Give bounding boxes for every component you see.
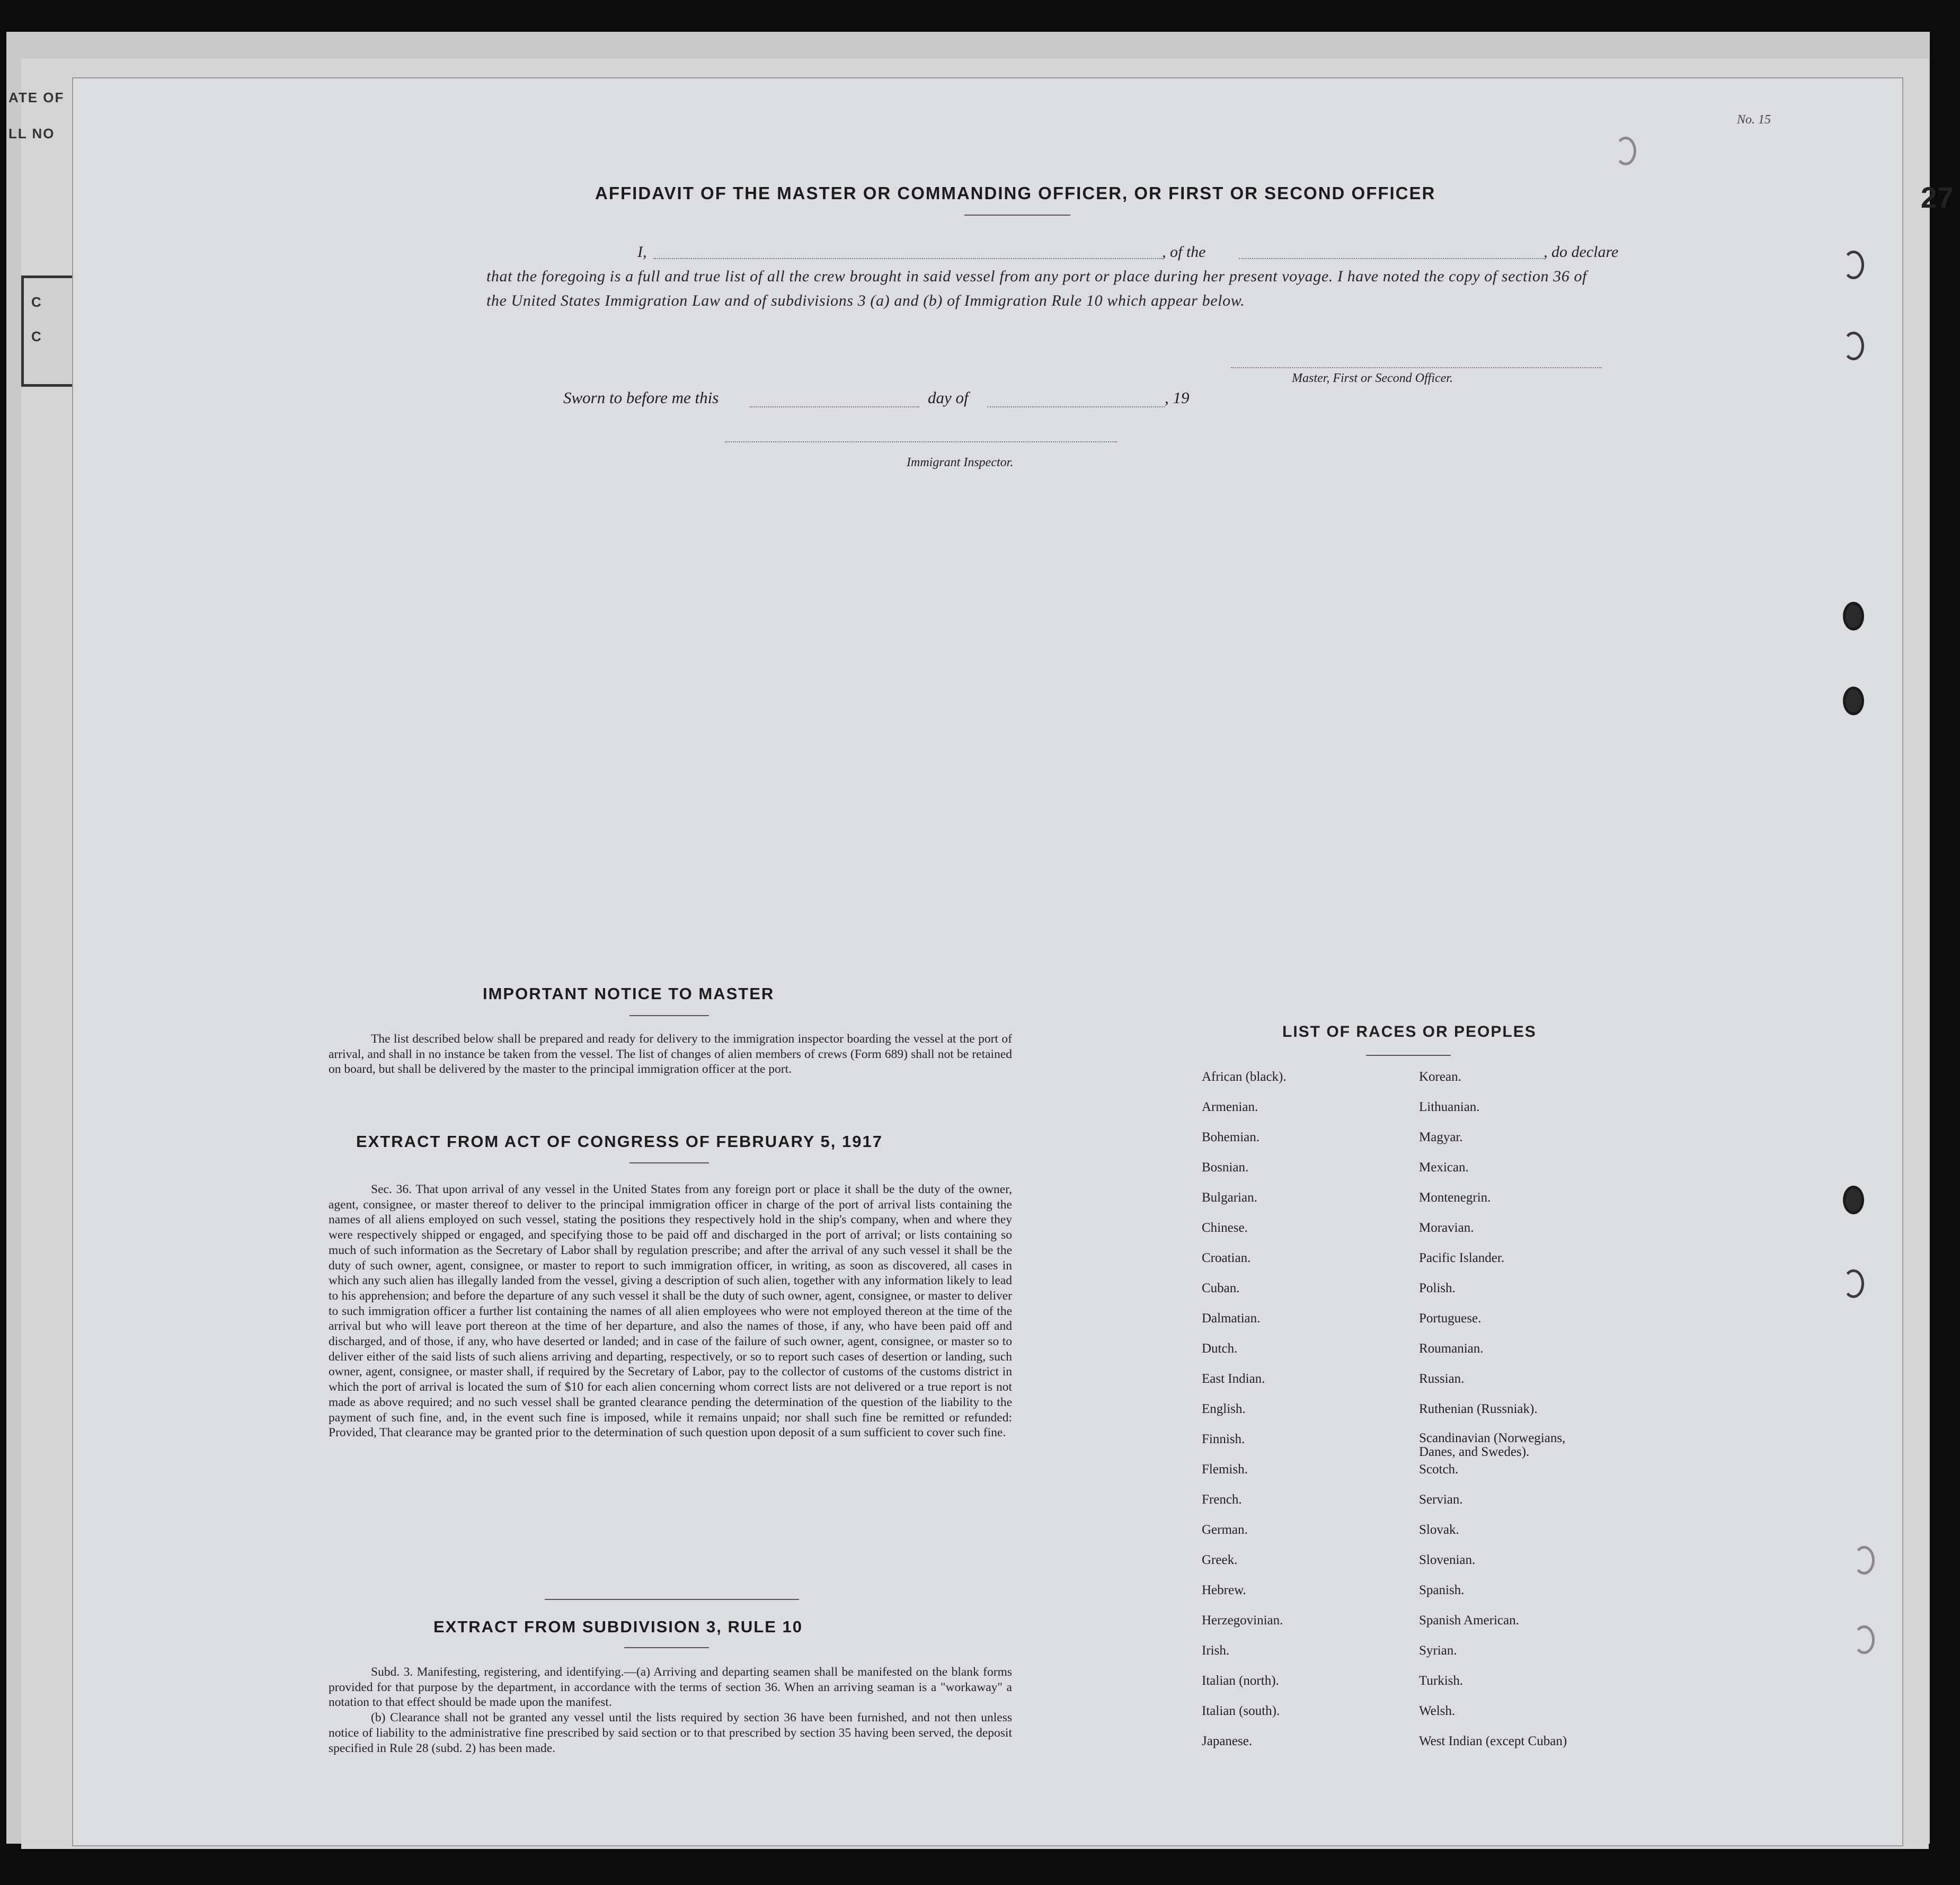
notice-divider	[629, 1015, 709, 1016]
sworn-month-field[interactable]	[987, 406, 1165, 407]
race-item: French.	[1202, 1492, 1242, 1507]
race-item: Italian (north).	[1202, 1674, 1279, 1688]
race-item: Montenegrin.	[1419, 1190, 1491, 1205]
notice-paragraph	[329, 1032, 1012, 1077]
race-item: Turkish.	[1419, 1674, 1464, 1688]
act-paragraph	[329, 1182, 1012, 1441]
punch-hole-icon	[1843, 1269, 1864, 1298]
race-item: Japanese.	[1202, 1734, 1253, 1748]
race-item: Bohemian.	[1202, 1130, 1260, 1144]
race-item: Lithuanian.	[1419, 1100, 1480, 1114]
race-item: Magyar.	[1419, 1130, 1463, 1144]
race-item: Hebrew.	[1202, 1583, 1246, 1597]
sworn-year-prefix: , 19	[1165, 388, 1190, 407]
race-item: Croatian.	[1202, 1251, 1251, 1265]
sworn-text: Sworn to before me this	[563, 388, 719, 407]
underlying-page-box	[21, 275, 73, 387]
punch-hole-icon	[1853, 1546, 1875, 1575]
race-item: Armenian.	[1202, 1100, 1258, 1114]
race-item: Slovenian.	[1419, 1553, 1476, 1567]
race-item: Portuguese.	[1419, 1311, 1482, 1326]
punch-hole-icon	[1853, 1625, 1875, 1654]
officer-signature-label: Master, First or Second Officer.	[1292, 371, 1453, 385]
underlying-text-line: ATE OF	[8, 90, 65, 105]
race-item: Roumanian.	[1419, 1341, 1484, 1356]
race-item: German.	[1202, 1523, 1248, 1537]
race-item: Spanish.	[1419, 1583, 1465, 1597]
race-item: African (black).	[1202, 1070, 1287, 1084]
vessel-blank-field[interactable]	[1239, 258, 1544, 259]
act-end-divider	[545, 1599, 799, 1600]
race-item: Polish.	[1419, 1281, 1456, 1295]
race-item: Russian.	[1419, 1372, 1465, 1386]
race-item: Italian (south).	[1202, 1704, 1280, 1718]
punch-hole-icon	[1843, 1186, 1864, 1214]
race-item: Herzegovinian.	[1202, 1613, 1283, 1628]
races-right-column	[1419, 1069, 1599, 1764]
title-divider	[964, 215, 1070, 216]
punch-hole-icon	[1615, 137, 1636, 165]
race-item: Servian.	[1419, 1492, 1463, 1507]
race-item: English.	[1202, 1402, 1246, 1416]
race-item: Syrian.	[1419, 1643, 1457, 1658]
race-item: Mexican.	[1419, 1160, 1469, 1175]
notice-text: The list described below shall be prepared and ready for delivery to the immigration inspector boarding the vessel at the port of arrival, and shall in no instance be taken from the vessel. The list of changes of alien members of crews (Form 689) shall not be retained on board, but shall be delivered by the master to the principal immigration officer at the port.	[329, 1032, 1012, 1077]
act-divider	[629, 1162, 709, 1163]
rule-divider	[624, 1647, 709, 1648]
sworn-day-of: day of	[928, 388, 969, 407]
declaration-line	[486, 240, 1619, 264]
punch-hole-icon	[1843, 602, 1864, 630]
race-item: Korean.	[1419, 1070, 1461, 1084]
race-item: Irish.	[1202, 1643, 1230, 1658]
race-item: Greek.	[1202, 1553, 1238, 1567]
race-item: Finnish.	[1202, 1432, 1245, 1446]
race-item: Scandinavian (Norwegians, Danes, and Swedes).	[1419, 1431, 1566, 1459]
stamp-number: No. 15	[1737, 113, 1771, 127]
race-item: Pacific Islander.	[1419, 1251, 1505, 1265]
race-item: West Indian (except Cuban)	[1419, 1734, 1567, 1748]
affidavit-title: AFFIDAVIT OF THE MASTER OR COMMANDING OFFICER, OR FIRST OR SECOND OFFICER	[595, 183, 1436, 203]
underlying-box-letter: C	[31, 328, 41, 344]
race-item: Chinese.	[1202, 1221, 1248, 1235]
race-item: Bosnian.	[1202, 1160, 1249, 1175]
inspector-signature-field[interactable]	[725, 441, 1117, 442]
punch-hole-icon	[1843, 332, 1864, 360]
race-item: Dutch.	[1202, 1341, 1238, 1356]
sworn-day-field[interactable]	[750, 406, 919, 407]
underlying-page-header-fragment	[8, 79, 64, 152]
races-title: LIST OF RACES OR PEOPLES	[1282, 1023, 1537, 1041]
rule-title: EXTRACT FROM SUBDIVISION 3, RULE 10	[433, 1617, 803, 1636]
sworn-line	[563, 388, 1252, 413]
affidavit-body	[486, 240, 1619, 313]
inspector-label: Immigrant Inspector.	[907, 456, 1014, 469]
punch-hole-icon	[1843, 687, 1864, 715]
declare-prefix: I,	[637, 243, 647, 261]
race-item: Flemish.	[1202, 1462, 1248, 1477]
race-item: Cuban.	[1202, 1281, 1240, 1295]
race-item: Slovak.	[1419, 1523, 1459, 1537]
race-item: East Indian.	[1202, 1372, 1265, 1386]
rule-paragraph	[329, 1665, 1012, 1756]
race-item: Dalmatian.	[1202, 1311, 1261, 1326]
declare-suffix: , do declare	[1544, 243, 1619, 261]
underlying-page-number: 27	[1920, 181, 1954, 214]
declare-of-the: , of the	[1162, 243, 1206, 261]
races-left-column	[1202, 1069, 1287, 1764]
races-divider	[1366, 1055, 1451, 1056]
race-item: Moravian.	[1419, 1221, 1474, 1235]
rule-text-a: Subd. 3. Manifesting, registering, and identifying.—(a) Arriving and departing seamen shall be manifested on the blank forms provided for that purpose by the department, in accordance with the terms of section 36. When an arriving seaman is a "workaway" a notation to that effect should be made upon the manifest.	[329, 1665, 1012, 1710]
race-item: Welsh.	[1419, 1704, 1456, 1718]
underlying-box-letter: C	[31, 294, 41, 310]
manifest-sheet	[73, 78, 1902, 1845]
act-title: EXTRACT FROM ACT OF CONGRESS OF FEBRUARY 5, 1917	[356, 1132, 883, 1151]
race-item: Scotch.	[1419, 1462, 1459, 1477]
race-item: Ruthenian (Russniak).	[1419, 1402, 1538, 1416]
race-item: Bulgarian.	[1202, 1190, 1257, 1205]
rule-text-b: (b) Clearance shall not be granted any vessel until the lists required by section 36 have been furnished, and not then unless notice of liability to the administrative fine prescribed by said section or to that prescribed by section 35 having been served, the deposit specified in Rule 28 (subd. 2) has been made.	[329, 1711, 1012, 1755]
race-item: Spanish American.	[1419, 1613, 1519, 1628]
notice-title: IMPORTANT NOTICE TO MASTER	[483, 984, 775, 1003]
name-blank-field[interactable]	[653, 258, 1162, 259]
act-text: Sec. 36. That upon arrival of any vessel in the United States from any foreign port or place it shall be the duty of the owner, agent, consignee, or master thereof to deliver to the principal immigration officer in charge of the port of arrival lists containing the names of all aliens employed on such vessel, stating the positions they respectively hold in the ship's company, when and where they were respectively shipped or engaged, and specifying those to be paid off and discharged in the port of arrival; or lists containing so much of such information as the Secretary of Labor shall by regulation prescribe; and after the arrival of any such vessel it shall be the duty of such owner, agent, consignee, or master to report to such immigration officer, in writing, as soon as discovered, all cases in which any such alien has illegally landed from the vessel, giving a description of such alien, together with any information likely to lead to his apprehension; and before the departure of any such vessel it shall be the duty of such owner, agent, consignee, or master to deliver to such immigration officer a further list containing the names of all alien employees who were not employed thereon at the time of the arrival but who will leave port thereon at the time of her departure, and also the names of those, if any, who have been paid off and discharged, and of those, if any, who have deserted or landed; and in case of the failure of such owner, agent, consignee, or master so to deliver either of the said lists of such aliens arriving and departing, respectively, or so to report such cases of desertion or landing, such owner, agent, consignee, or master shall, if required by the Secretary of Labor, pay to the collector of customs of the customs district in which the port of arrival is located the sum of $10 for each alien concerning whom correct lists are not delivered or a true report is not made as above required; and no such vessel shall be granted clearance pending the determination of the question of the liability to the payment of such fine, and, in the event such fine is imposed, while it remains unpaid; nor shall such fine be remitted or refunded: Provided, That clearance may be granted prior to the determination of such question upon deposit of a sum sufficient to cover such fine.	[329, 1182, 1012, 1440]
punch-hole-icon	[1843, 251, 1864, 279]
affidavit-statement: that the foregoing is a full and true list of all the crew brought in said vessel from any port or place during her present voyage. I have noted the copy of section 36 of the United States Immigration Law and of subdivisions 3 (a) and (b) of Immigration Rule 10 which appear below.	[486, 268, 1587, 309]
underlying-text-line: LL NO	[8, 126, 55, 141]
officer-signature-field[interactable]	[1231, 367, 1602, 368]
